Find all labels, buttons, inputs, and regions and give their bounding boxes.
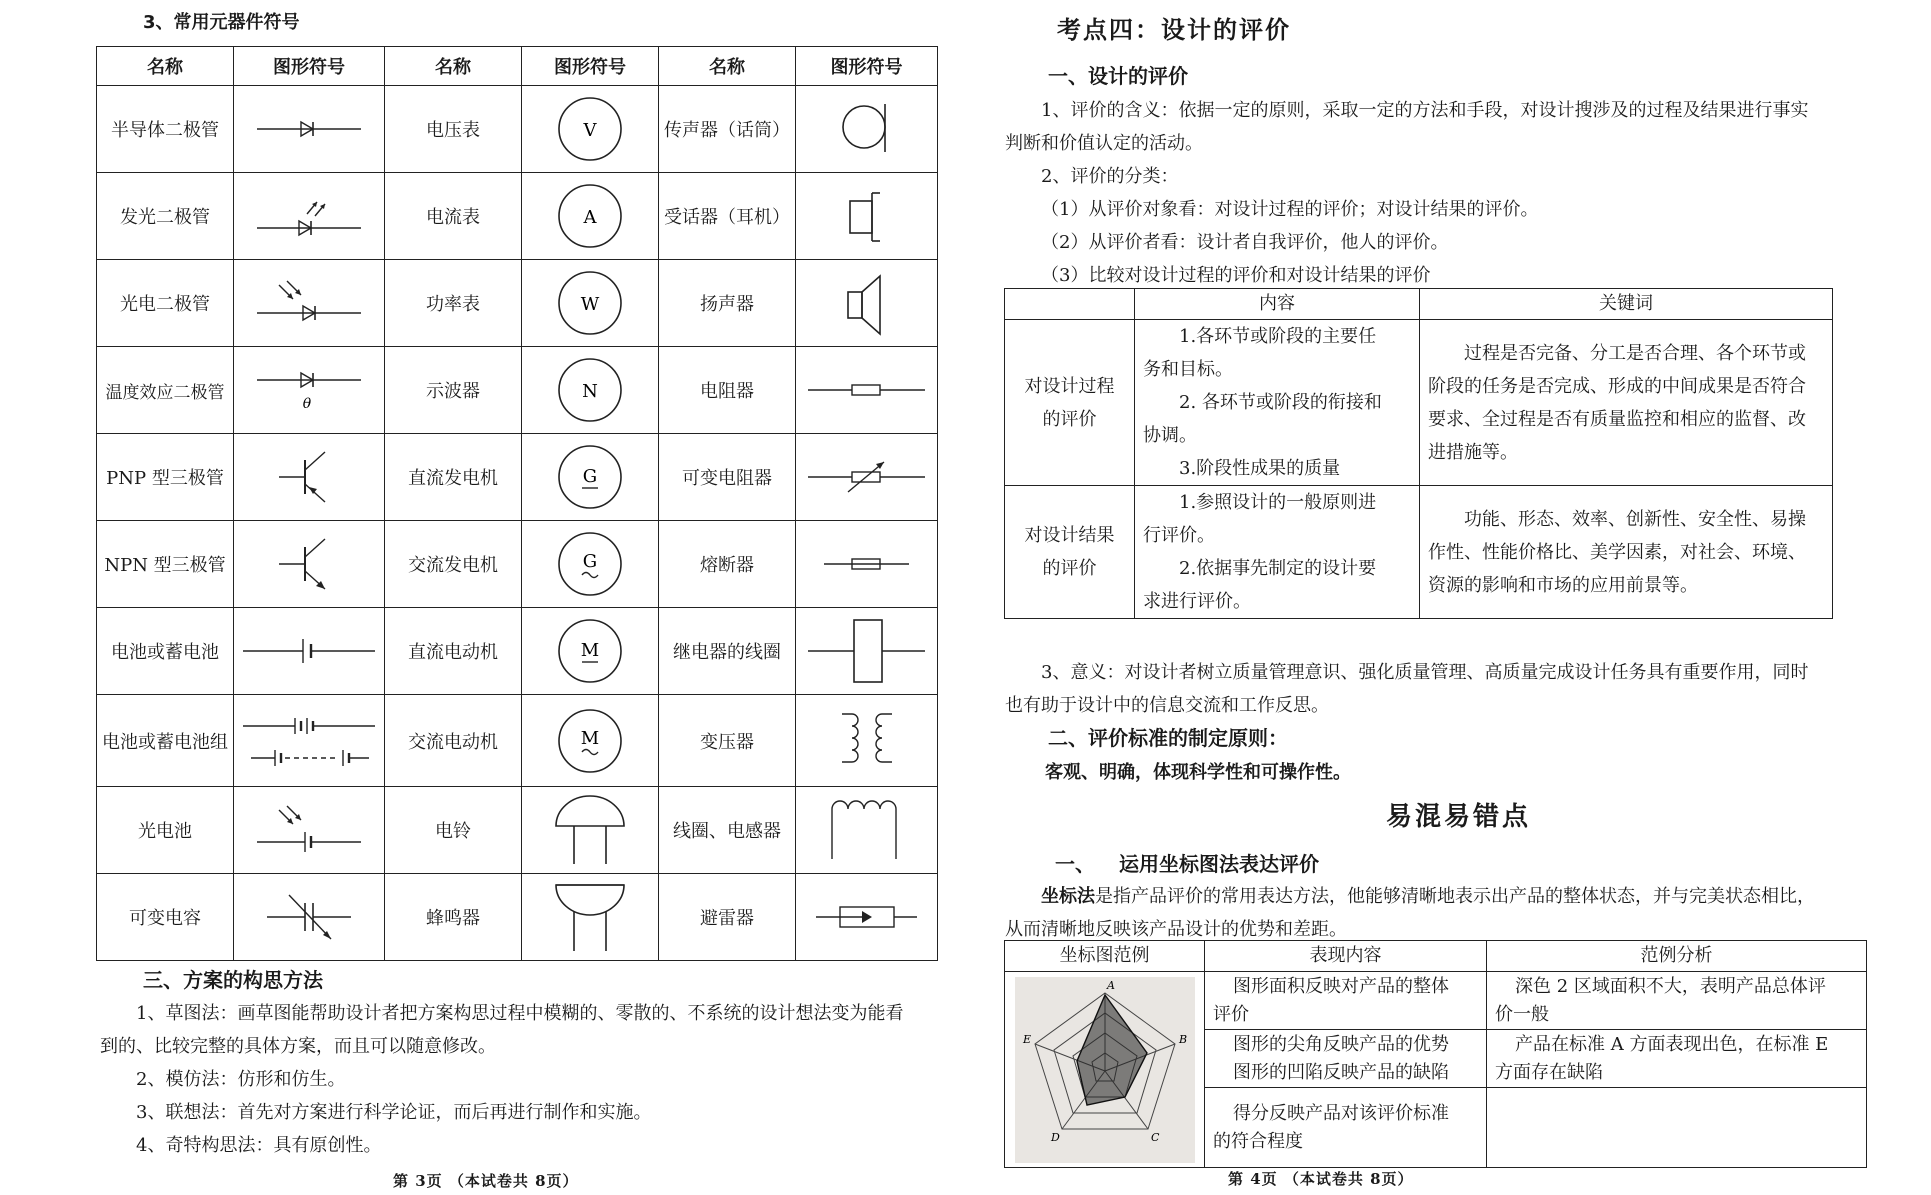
buzzer-symbol bbox=[522, 874, 659, 961]
section-heading-criteria: 二、评价标准的制定原则： bbox=[1048, 726, 1288, 750]
evaluation-compare-table bbox=[1004, 288, 1833, 619]
radar-axis-label: E bbox=[1022, 1032, 1031, 1046]
page-title: 考点四：设计的评价 bbox=[1057, 15, 1291, 44]
keyword-line: 过程是否完备、分工是否合理、各个环节或 bbox=[1464, 342, 1806, 364]
table-row bbox=[97, 260, 938, 347]
row-label-line: 的评价 bbox=[1042, 558, 1097, 579]
cell-line: 图形的尖角反映产品的优势 bbox=[1233, 1033, 1449, 1055]
paragraph-line: （1）从评价对象看：对设计过程的评价；对设计结果的评价。 bbox=[1041, 199, 1539, 220]
ac-motor-symbol bbox=[522, 695, 659, 787]
subsection-number: 一、 bbox=[1055, 852, 1095, 876]
method-line: 3、联想法：首先对方案进行科学论证，而后再进行制作和实施。 bbox=[136, 1102, 652, 1123]
name-cell: 避雷器 bbox=[659, 874, 796, 961]
table-row bbox=[1005, 972, 1867, 1030]
name-cell: 光电二极管 bbox=[97, 260, 234, 347]
header-analysis: 范例分析 bbox=[1487, 941, 1867, 972]
table-row bbox=[97, 347, 938, 434]
table-row bbox=[97, 787, 938, 874]
radar-chart-cell bbox=[1005, 972, 1205, 1168]
radar-axis-label: A bbox=[1106, 978, 1115, 992]
name-cell: 直流电动机 bbox=[385, 608, 522, 695]
thermal-diode-symbol bbox=[234, 347, 385, 434]
keyword-line: 进措施等。 bbox=[1428, 441, 1518, 463]
name-cell: 传声器（话筒） bbox=[659, 86, 796, 173]
bell-symbol bbox=[522, 787, 659, 874]
content-cell bbox=[1135, 320, 1420, 486]
meter-letter: N bbox=[582, 381, 598, 402]
keyword-line: 功能、形态、效率、创新性、安全性、易操 bbox=[1464, 508, 1806, 530]
dc-generator-symbol bbox=[522, 434, 659, 521]
page-footer-left: 第 3页 （本试卷共 8页） bbox=[393, 1172, 579, 1190]
photocell-symbol bbox=[234, 787, 385, 874]
meter-symbol bbox=[522, 173, 659, 260]
content-line: 行评价。 bbox=[1143, 525, 1215, 546]
name-cell: 功率表 bbox=[385, 260, 522, 347]
radar-chart bbox=[1015, 977, 1195, 1163]
npn-transistor-symbol bbox=[234, 521, 385, 608]
name-cell: 受话器（耳机） bbox=[659, 173, 796, 260]
meter-symbol bbox=[522, 347, 659, 434]
name-cell: 半导体二极管 bbox=[97, 86, 234, 173]
confusion-title: 易混易错点 bbox=[1386, 802, 1532, 832]
header-symbol: 图形符号 bbox=[522, 47, 659, 86]
name-cell: 电阻器 bbox=[659, 347, 796, 434]
cell-line: 的符合程度 bbox=[1213, 1130, 1303, 1152]
section-heading-evaluation: 一、设计的评价 bbox=[1048, 64, 1188, 88]
table-row bbox=[97, 695, 938, 787]
name-cell: 熔断器 bbox=[659, 521, 796, 608]
keyword-cell bbox=[1420, 486, 1833, 619]
name-cell: 继电器的线圈 bbox=[659, 608, 796, 695]
name-cell: 温度效应二极管 bbox=[97, 347, 234, 434]
content-line: 务和目标。 bbox=[1143, 359, 1233, 380]
keyword-line: 阶段的任务是否完成、形成的中间成果是否符合 bbox=[1428, 375, 1806, 397]
name-cell: PNP 型三极管 bbox=[97, 434, 234, 521]
header-symbol: 图形符号 bbox=[234, 47, 385, 86]
table-row bbox=[97, 521, 938, 608]
page-footer-right: 第 4页 （本试卷共 8页） bbox=[1228, 1170, 1414, 1188]
coord-term: 坐标法 bbox=[1041, 886, 1095, 907]
name-cell: 电流表 bbox=[385, 173, 522, 260]
section-heading-methods: 三、方案的构思方法 bbox=[143, 968, 323, 992]
header-name: 名称 bbox=[659, 47, 796, 86]
cell-line: 评价 bbox=[1213, 1003, 1249, 1025]
keyword-line: 作性、性能价格比、美学因素，对社会、环境、 bbox=[1428, 541, 1806, 563]
cell-line: 产品在标准 A 方面表现出色，在标准 E bbox=[1515, 1033, 1829, 1055]
paragraph-line: 也有助于设计中的信息交流和工作反思。 bbox=[1005, 695, 1329, 716]
expression-cell bbox=[1205, 972, 1487, 1030]
theta-label: θ bbox=[302, 396, 312, 412]
row-label-line: 对设计结果 bbox=[1024, 525, 1115, 546]
paragraph-line: （3）比较对设计过程的评价和对设计结果的评价 bbox=[1041, 265, 1431, 286]
coordinate-chart-table bbox=[1004, 940, 1867, 1168]
variable-capacitor-symbol bbox=[234, 874, 385, 961]
content-line: 2. 各环节或阶段的衔接和 bbox=[1179, 392, 1382, 413]
row-label-line: 对设计过程 bbox=[1024, 375, 1115, 397]
fuse-symbol bbox=[796, 521, 938, 608]
meter-letter: G bbox=[582, 466, 598, 487]
name-cell: 可变电容 bbox=[97, 874, 234, 961]
table-header-row bbox=[97, 47, 938, 86]
table-header-row bbox=[1005, 941, 1867, 972]
keyword-line: 要求、全过程是否有质量监控和相应的监督、改 bbox=[1428, 408, 1806, 430]
row-label-line: 的评价 bbox=[1042, 408, 1097, 430]
meter-letter: G bbox=[582, 551, 598, 572]
cell-line: 价一般 bbox=[1495, 1003, 1549, 1025]
table-row bbox=[1005, 320, 1833, 486]
cell-line: 方面存在缺陷 bbox=[1495, 1061, 1603, 1083]
meter-symbol bbox=[522, 260, 659, 347]
paragraph-line: （2）从评价者看：设计者自我评价，他人的评价。 bbox=[1041, 232, 1449, 253]
microphone-symbol bbox=[796, 86, 938, 173]
keyword-line: 资源的影响和市场的应用前景等。 bbox=[1428, 574, 1698, 596]
criteria-text: 客观、明确，体现科学性和可操作性。 bbox=[1045, 762, 1351, 783]
variable-resistor-symbol bbox=[796, 434, 938, 521]
content-line: 3.阶段性成果的质量 bbox=[1179, 458, 1341, 479]
dc-motor-symbol bbox=[522, 608, 659, 695]
cell-line: 图形面积反映对产品的整体 bbox=[1233, 975, 1449, 997]
name-cell: 发光二极管 bbox=[97, 173, 234, 260]
name-cell: 电池或蓄电池组 bbox=[97, 695, 234, 787]
radar-axis-label: B bbox=[1178, 1032, 1187, 1046]
cell-line: 图形的凹陷反映产品的缺陷 bbox=[1233, 1061, 1449, 1083]
battery-pack-symbol bbox=[234, 695, 385, 787]
inductor-symbol bbox=[796, 787, 938, 874]
meter-letter: M bbox=[580, 640, 600, 661]
paragraph-line: 从而清晰地反映该产品设计的优势和差距。 bbox=[1005, 919, 1347, 940]
table-header-row bbox=[1005, 289, 1833, 320]
earphone-symbol bbox=[796, 173, 938, 260]
photodiode-symbol bbox=[234, 260, 385, 347]
pnp-transistor-symbol bbox=[234, 434, 385, 521]
header-empty bbox=[1005, 289, 1135, 320]
name-cell: NPN 型三极管 bbox=[97, 521, 234, 608]
header-name: 名称 bbox=[385, 47, 522, 86]
method-line: 1、草图法：画草图能帮助设计者把方案构思过程中模糊的、零散的、不系统的设计想法变为能看 bbox=[136, 1003, 904, 1024]
paragraph-line bbox=[1005, 880, 1885, 913]
component-symbol-table bbox=[96, 46, 938, 961]
header-example: 坐标图范例 bbox=[1005, 941, 1205, 972]
row-label bbox=[1005, 486, 1135, 619]
meter-symbol bbox=[522, 86, 659, 173]
subsection-heading: 运用坐标图法表达评价 bbox=[1119, 852, 1319, 876]
table-row bbox=[97, 86, 938, 173]
radar-axis-label: D bbox=[1050, 1130, 1060, 1144]
meter-letter: V bbox=[583, 120, 597, 141]
header-expression: 表现内容 bbox=[1205, 941, 1487, 972]
header-name: 名称 bbox=[97, 47, 234, 86]
content-line: 求进行评价。 bbox=[1143, 591, 1251, 612]
header-keyword: 关键词 bbox=[1420, 289, 1833, 320]
section-heading-components: 3、常用元器件符号 bbox=[143, 12, 300, 33]
battery-symbol bbox=[234, 608, 385, 695]
relay-coil-symbol bbox=[796, 608, 938, 695]
table-row bbox=[97, 434, 938, 521]
paragraph-line: 判断和价值认定的活动。 bbox=[1005, 133, 1203, 154]
name-cell: 示波器 bbox=[385, 347, 522, 434]
name-cell: 电池或蓄电池 bbox=[97, 608, 234, 695]
analysis-cell bbox=[1487, 972, 1867, 1030]
name-cell: 线圈、电感器 bbox=[659, 787, 796, 874]
speaker-symbol bbox=[796, 260, 938, 347]
table-row bbox=[97, 874, 938, 961]
meter-letter: A bbox=[583, 207, 597, 228]
coordinate-method-text bbox=[1005, 880, 1885, 946]
coord-definition: 是指产品评价的常用表达方法，他能够清晰地表示出产品的整体状态，并与完美状态相比， bbox=[1095, 886, 1815, 907]
name-cell: 可变电阻器 bbox=[659, 434, 796, 521]
method-line: 到的、比较完整的具体方案，而且可以随意修改。 bbox=[100, 1036, 496, 1057]
analysis-cell-empty bbox=[1487, 1088, 1867, 1168]
paragraph-line: 1、评价的含义：依据一定的原则，采取一定的方法和手段，对设计搜涉及的过程及结果进行事实 bbox=[1041, 100, 1809, 121]
row-label bbox=[1005, 320, 1135, 486]
content-line: 协调。 bbox=[1143, 425, 1197, 446]
name-cell: 变压器 bbox=[659, 695, 796, 787]
name-cell: 电铃 bbox=[385, 787, 522, 874]
diode-symbol bbox=[234, 86, 385, 173]
transformer-symbol bbox=[796, 695, 938, 787]
name-cell: 蜂鸣器 bbox=[385, 874, 522, 961]
cell-line: 深色 2 区域面积不大，表明产品总体评 bbox=[1515, 975, 1826, 997]
header-content: 内容 bbox=[1135, 289, 1420, 320]
cell-line: 得分反映产品对该评价标准 bbox=[1233, 1102, 1449, 1124]
significance-paragraph bbox=[1005, 656, 1885, 722]
keyword-cell bbox=[1420, 320, 1833, 486]
name-cell: 直流发电机 bbox=[385, 434, 522, 521]
name-cell: 扬声器 bbox=[659, 260, 796, 347]
paragraph-line: 2、评价的分类： bbox=[1041, 166, 1179, 187]
content-cell bbox=[1135, 486, 1420, 619]
content-line: 1.各环节或阶段的主要任 bbox=[1179, 326, 1377, 347]
method-line: 4、奇特构思法：具有原创性。 bbox=[136, 1135, 382, 1156]
lightning-arrester-symbol bbox=[796, 874, 938, 961]
content-line: 2.依据事先制定的设计要 bbox=[1179, 558, 1377, 579]
table-row bbox=[1005, 486, 1833, 619]
method-line: 2、模仿法：仿形和仿生。 bbox=[136, 1069, 346, 1090]
header-symbol: 图形符号 bbox=[796, 47, 938, 86]
content-line: 1.参照设计的一般原则进 bbox=[1179, 492, 1377, 513]
analysis-cell bbox=[1487, 1030, 1867, 1088]
table-row bbox=[97, 608, 938, 695]
meter-letter: M bbox=[580, 727, 600, 749]
name-cell: 光电池 bbox=[97, 787, 234, 874]
name-cell: 交流发电机 bbox=[385, 521, 522, 608]
methods-text bbox=[100, 997, 950, 1162]
expression-cell bbox=[1205, 1088, 1487, 1168]
evaluation-paragraphs bbox=[1005, 94, 1885, 292]
resistor-symbol bbox=[796, 347, 938, 434]
meter-letter: W bbox=[580, 294, 600, 315]
ac-generator-symbol bbox=[522, 521, 659, 608]
table-row bbox=[97, 173, 938, 260]
radar-axis-label: C bbox=[1150, 1130, 1159, 1144]
paragraph-line: 3、意义：对设计者树立质量管理意识、强化质量管理、高质量完成设计任务具有重要作用，同时 bbox=[1041, 662, 1809, 683]
expression-cell bbox=[1205, 1030, 1487, 1088]
name-cell: 交流电动机 bbox=[385, 695, 522, 787]
led-symbol bbox=[234, 173, 385, 260]
name-cell: 电压表 bbox=[385, 86, 522, 173]
